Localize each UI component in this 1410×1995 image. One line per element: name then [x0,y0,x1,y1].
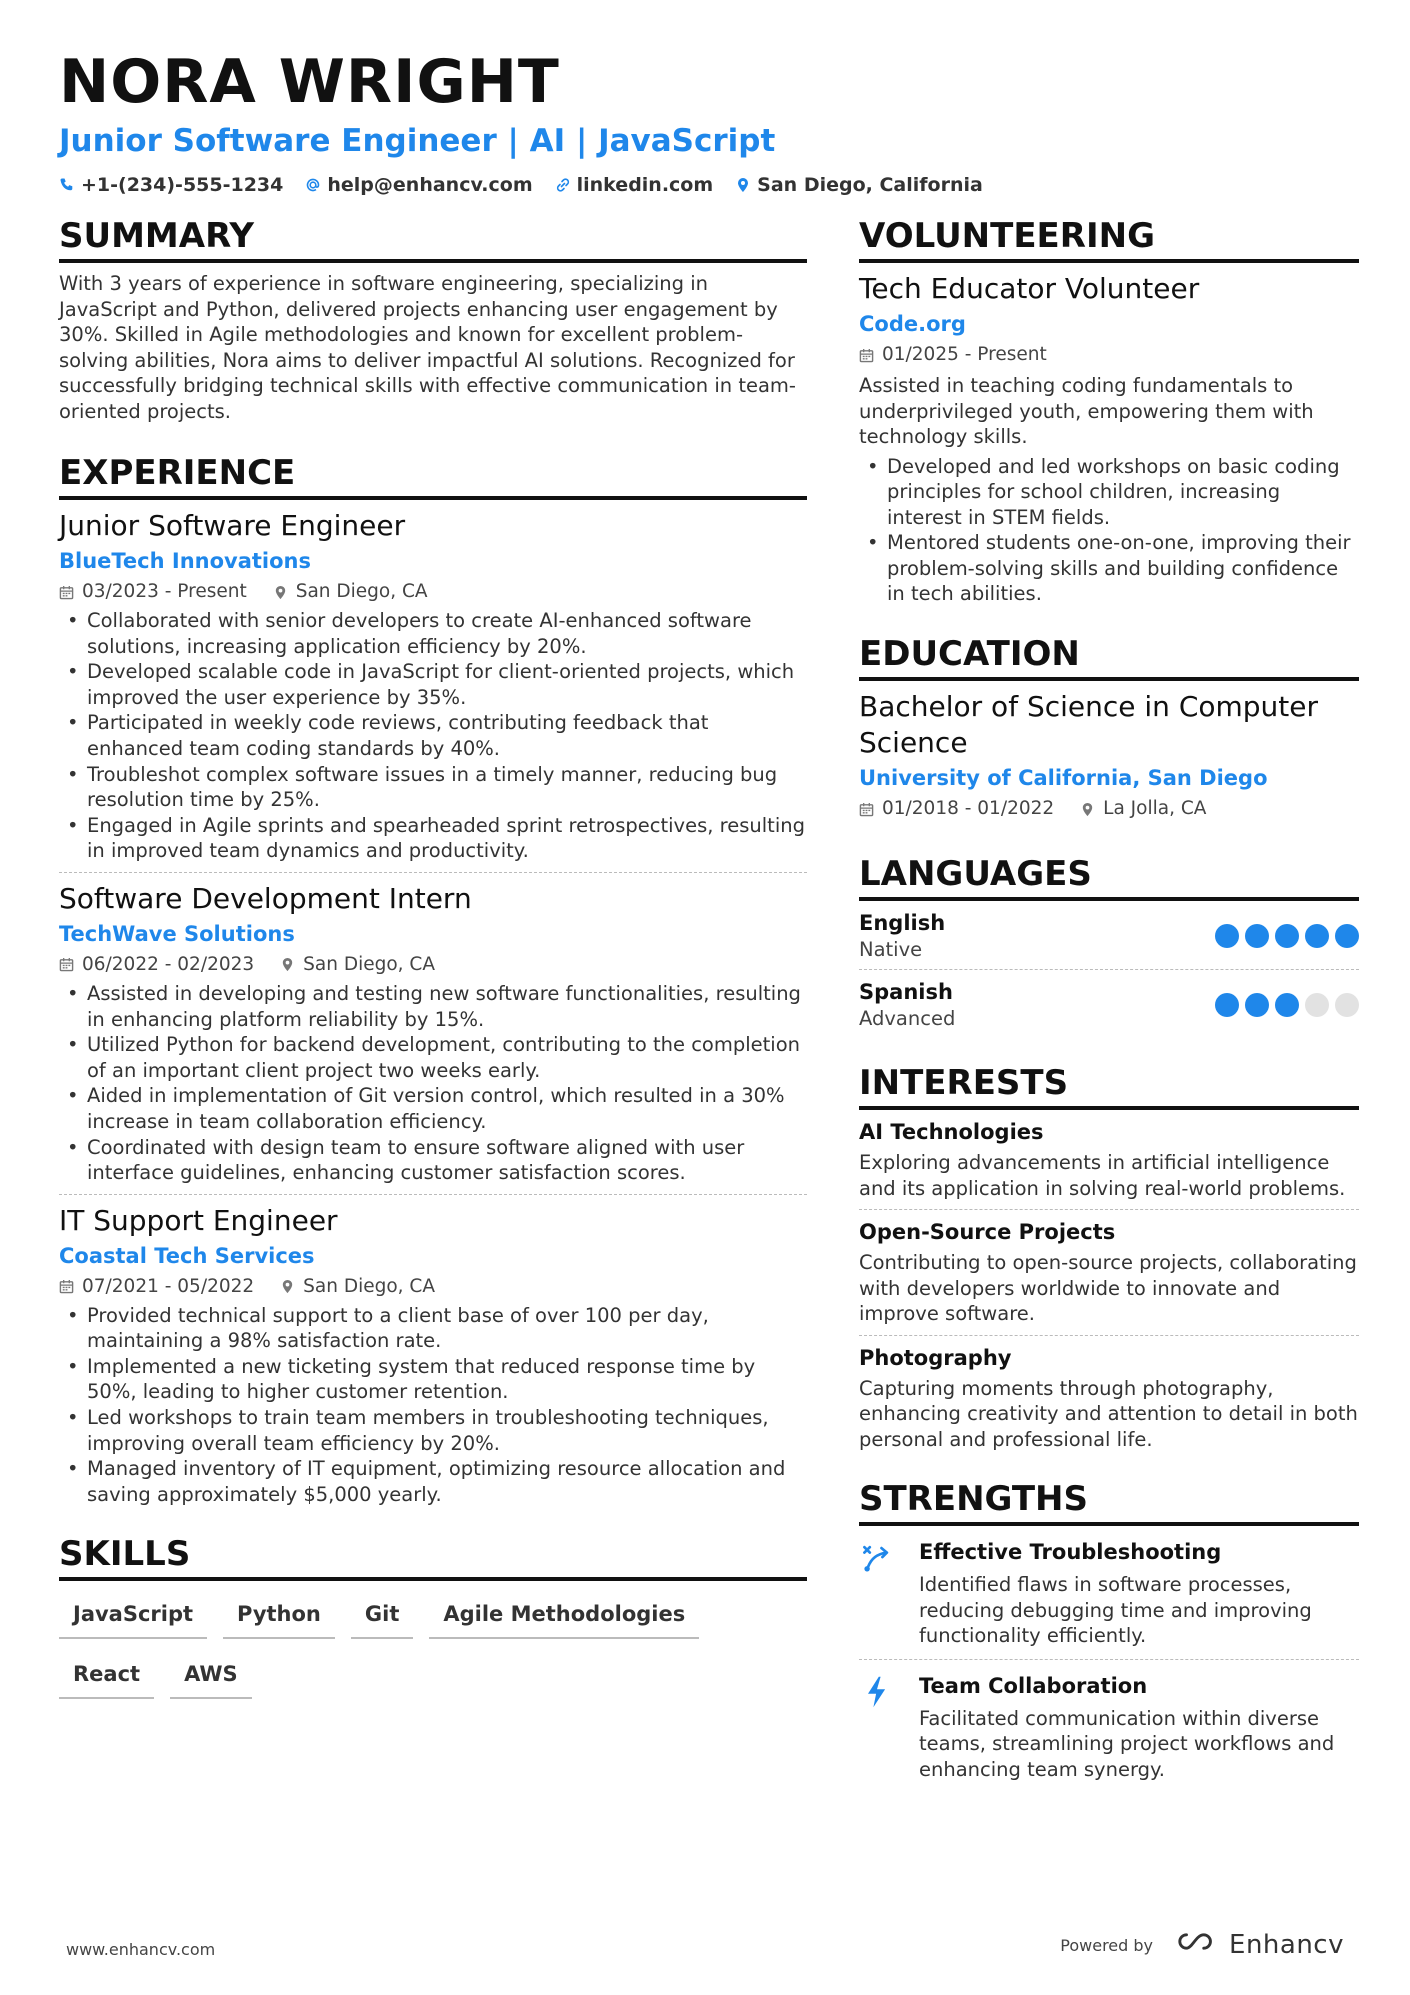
volunteer-meta [859,341,1359,369]
interest-desc: Contributing to open-source projects, collaborating with developers worldwide to innovate and improve software. [859,1251,1357,1326]
interest-item [859,1110,1359,1210]
strength-title: Effective Troubleshooting [919,1540,1222,1565]
education-entry [859,681,1359,831]
candidate-name: NORA WRIGHT [59,47,560,117]
location-text: La Jolla, CA [1103,798,1207,820]
location-text: San Diego, CA [303,1275,436,1297]
footer-website[interactable]: www.enhancv.com [66,1940,216,1959]
skill-tag: Agile Methodologies [429,1593,699,1639]
interests-title: INTERESTS [859,1062,1359,1110]
volunteer-role: Tech Educator Volunteer [859,272,1200,305]
infinity-logo-icon [1175,1930,1221,1960]
interest-title: Photography [859,1345,1012,1370]
bullet-item: • Participated in weekly code reviews, contributing feedback that enhanced team coding standards by 40%. [59,710,807,761]
troubleshoot-icon [859,1538,899,1649]
phone-text: +1-(234)-555-1234 [81,174,284,196]
calendar-icon [59,585,74,600]
lightning-icon [859,1672,899,1783]
experience-entry [59,1195,807,1516]
company-name: BlueTech Innovations [59,549,311,573]
contact-linkedin[interactable] [555,174,714,196]
education-title: EDUCATION [859,633,1359,681]
skill-tag: React [59,1653,154,1699]
experience-entry [59,500,807,873]
strength-desc: Identified flaws in software processes, reducing debugging time and improving functionality efficiently. [919,1573,1312,1648]
calendar-icon [859,802,874,817]
interest-item [859,1210,1359,1336]
job-dates [59,578,247,606]
job-title: IT Support Engineer [59,1203,338,1237]
summary-title: SUMMARY [59,215,807,263]
interest-item [859,1336,1359,1461]
experience-entry [59,873,807,1195]
company-name: TechWave Solutions [59,921,295,946]
experience-title: EXPERIENCE [59,452,807,500]
skill-tag: Python [223,1593,335,1639]
map-pin-icon [1080,802,1095,817]
contact-phone[interactable] [59,174,283,196]
location-text: San Diego, California [757,174,983,196]
volunteering-section [859,215,1359,607]
bullet-item: • Utilized Python for backend development, contributing to the completion of an important client project two weeks early. [59,1032,807,1083]
at-icon [305,177,321,193]
job-title: Software Development Intern [59,881,472,915]
calendar-icon [59,957,74,972]
dates-text: 06/2022 - 02/2023 [82,953,255,975]
location-text: San Diego, CA [295,581,428,602]
rating-dot-filled [1275,993,1299,1017]
interests-section [859,1062,1359,1460]
rating-dot-empty [1335,993,1359,1017]
dates-text: 07/2021 - 05/2022 [82,1275,255,1297]
contact-bar [59,174,1359,196]
brand-name: Enhancv [1229,1930,1344,1960]
resume-header [59,46,1359,196]
bullet-item: • Troubleshot complex software issues in a timely manner, reducing bug resolution time by 25%. [59,762,807,813]
left-column [59,215,807,1727]
rating-dot-filled [1275,924,1299,948]
job-location [280,1273,435,1301]
footer-branding [1060,1930,1344,1960]
phone-icon [59,177,75,193]
strength-item [859,1660,1359,1793]
job-location [273,578,428,606]
education-dates [859,795,1054,823]
dates-text: 01/2018 - 01/2022 [882,798,1055,820]
interest-title: AI Technologies [859,1120,1044,1145]
skills-section [59,1533,807,1699]
rating-dot-filled [1215,993,1239,1017]
volunteer-bullets [859,454,1359,608]
strength-item [859,1526,1359,1660]
language-row [859,901,1359,970]
interest-desc: Exploring advancements in artificial intelligence and its application in solving real-world problems. [859,1151,1346,1200]
dates-text: 03/2023 - Present [82,581,247,602]
language-name: English [859,911,946,936]
map-pin-icon [273,585,288,600]
strengths-title: STRENGTHS [859,1478,1359,1526]
degree-title: Bachelor of Science in Computer Science [859,690,1319,760]
education-location [1080,795,1206,823]
summary-section [59,215,807,424]
skill-tag: Git [351,1593,413,1639]
contact-email[interactable] [305,174,532,196]
bullet-item: • Provided technical support to a client base of over 100 per day, maintaining a 98% satisfaction rate. [59,1303,807,1354]
languages-section [859,853,1359,1038]
volunteer-org: Code.org [859,312,966,336]
rating-dot-filled [1215,924,1239,948]
map-pin-icon [735,177,751,193]
contact-location [735,174,983,196]
rating-dot-filled [1305,924,1329,948]
job-meta [59,578,807,606]
email-text: help@enhancv.com [327,174,533,196]
link-icon [555,177,571,193]
location-text: San Diego, CA [303,953,436,975]
language-name: Spanish [859,980,953,1005]
bullet-item: • Engaged in Agile sprints and spearheaded sprint retrospectives, resulting in improved team dynamics and productivity. [59,813,807,864]
powered-by-label: Powered by [1060,1935,1154,1955]
skill-tag: AWS [170,1653,252,1699]
language-level: Advanced [859,1007,956,1031]
interest-desc: Capturing moments through photography, enhancing creativity and attention to detail in both personal and professional life. [859,1376,1358,1451]
skills-list [59,1593,807,1699]
right-column [859,215,1359,1820]
job-meta [59,1273,807,1301]
volunteer-dates [859,341,1047,369]
bullet-item: • Implemented a new ticketing system that reduced response time by 50%, leading to higher customer retention. [59,1354,807,1405]
calendar-icon [59,1279,74,1294]
bullet-item: • Mentored students one-on-one, improving their problem-solving skills and building confidence in tech abilities. [859,530,1359,607]
rating-dot-filled [1245,924,1269,948]
strength-title: Team Collaboration [919,1673,1148,1698]
job-meta [59,951,807,979]
volunteer-entry [859,263,1359,607]
skill-tag: JavaScript [59,1593,207,1639]
rating-dot-filled [1335,924,1359,948]
candidate-headline: Junior Software Engineer | AI | JavaScript [59,123,776,159]
education-section [859,633,1359,831]
bullet-item: • Aided in implementation of Git version control, which resulted in a 30% increase in team collaboration efficiency. [59,1083,807,1134]
education-meta [859,795,1359,823]
rating-dot-empty [1305,993,1329,1017]
volunteering-title: VOLUNTEERING [859,215,1359,263]
interest-title: Open-Source Projects [859,1220,1116,1245]
bullet-item: • Collaborated with senior developers to create AI-enhanced software solutions, increasing application efficiency by 20%. [59,608,807,659]
job-dates [59,1273,254,1301]
job-title: Junior Software Engineer [59,509,406,542]
bullet-item: • Developed and led workshops on basic coding principles for school children, increasing interest in STEM fields. [859,454,1359,531]
bullet-item: • Managed inventory of IT equipment, optimizing resource allocation and saving approximately $5,000 yearly. [59,1456,807,1507]
languages-title: LANGUAGES [859,853,1359,901]
experience-section [59,452,807,1515]
language-rating [1215,993,1359,1017]
map-pin-icon [280,957,295,972]
bullet-item: • Led workshops to train team members in troubleshooting techniques, improving overall team efficiency by 20%. [59,1405,807,1456]
map-pin-icon [280,1279,295,1294]
rating-dot-filled [1245,993,1269,1017]
dates-text: 01/2025 - Present [882,344,1047,365]
bullet-item: • Coordinated with design team to ensure software aligned with user interface guidelines, enhancing customer satisfaction scores. [59,1135,807,1186]
summary-text: With 3 years of experience in software engineering, specializing in JavaScript and Python, delivered projects enhancing user engagement by 30%. Skilled in Agile methodologies and known for excellent problem-solving abilities, Nora aims to deliver impactful AI solutions. Recognized for successfully bridging technical skills with effective communication in team-oriented projects. [59,272,796,423]
calendar-icon [859,348,874,363]
strengths-section [859,1478,1359,1792]
linkedin-text: linkedin.com [576,174,714,196]
job-bullets [59,1303,807,1508]
job-bullets [59,608,807,864]
bullet-item: • Developed scalable code in JavaScript for client-oriented projects, which improved the user experience by 35%. [59,659,807,710]
brand-logo[interactable] [1175,1930,1344,1960]
job-bullets [59,981,807,1186]
skills-title: SKILLS [59,1533,807,1581]
school-name: University of California, San Diego [859,766,1268,791]
volunteer-description: Assisted in teaching coding fundamentals to underprivileged youth, empowering them with technology skills. [859,374,1314,448]
language-row [859,970,1359,1038]
job-dates [59,951,254,979]
strength-desc: Facilitated communication within diverse teams, streamlining project workflows and enhancing team synergy. [919,1706,1335,1781]
bullet-item: • Assisted in developing and testing new software functionalities, resulting in enhancing platform reliability by 15%. [59,981,807,1032]
language-rating [1215,924,1359,948]
company-name: Coastal Tech Services [59,1243,315,1268]
job-location [280,951,435,979]
language-level: Native [859,938,923,962]
